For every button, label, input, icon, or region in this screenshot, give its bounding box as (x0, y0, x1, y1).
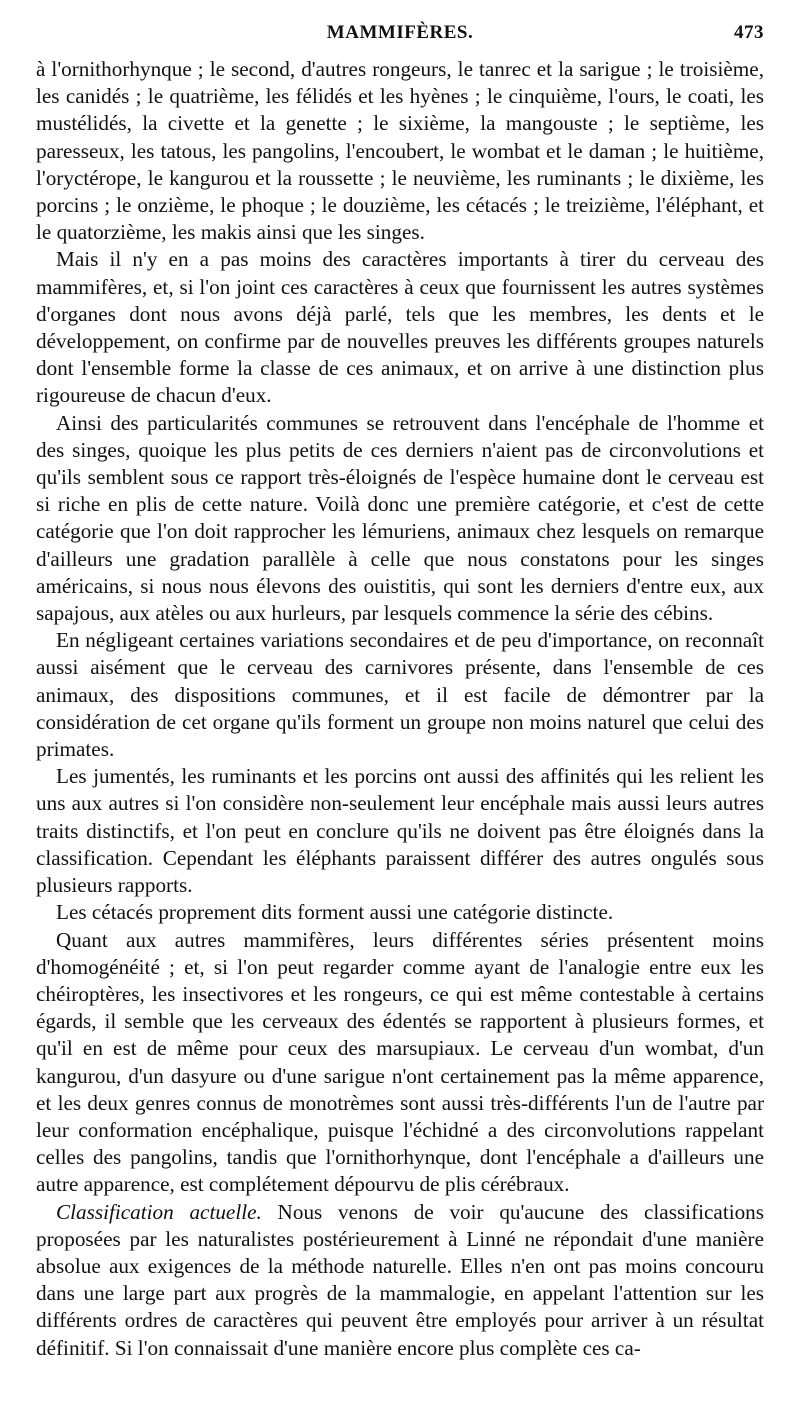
section-paragraph (36, 1199, 764, 1362)
paragraph: Les jumentés, les ruminants et les porcins ont aussi des affinités qui les relient les uns aux autres si l'on considère non-seulement leur encéphale mais aussi leurs autres traits distinctifs, et l'on peut en conclure qu'ils ne doivent pas être éloignés dans la classification. Cependant les éléphants paraissent différer des autres ongulés sous plusieurs rapports. (36, 764, 764, 898)
paragraph: Ainsi des particularités communes se retrouvent dans l'encéphale de l'homme et des singes, quoique les plus petits de ces derniers n'aient pas de circonvolutions et qu'ils semblent sous ce rapport très-éloignés de l'espèce humaine dont le cerveau est si riche en plis de cette nature. Voilà donc une première catégorie, et c'est de cette catégorie que l'on doit rapprocher les lémuriens, animaux chez lesquels on remarque d'ailleurs une gradation parallèle à celle que nous constatons pour les singes américains, si nous nous élevons des ouistitis, qui sont les derniers d'entre eux, aux sapajous, aux atèles ou aux hurleurs, par lesquels commence la série des cébins. (36, 410, 764, 626)
page-number: 473 (734, 22, 764, 43)
running-title: MAMMIFÈRES. (326, 22, 474, 43)
paragraph: En négligeant certaines variations secondaires et de peu d'importance, on reconnaît aussi aisément que le cerveau des carnivores présente, dans l'ensemble de ces animaux, des dispositions communes, et il est facile de démontrer par la considération de cet organe qu'ils forment un groupe non moins naturel que celui des primates. (36, 628, 764, 762)
paragraph: Les cétacés proprement dits forment aussi une catégorie distincte. (56, 900, 614, 925)
body-text (36, 56, 764, 1362)
paragraph: Mais il n'y en a pas moins des caractères importants à tirer du cerveau des mammifères, et, si l'on joint ces caractères à ceux que fournissent les autres systèmes d'organes dont nous avons déjà parlé, tels que les membres, les dents et le développement, on confirme par de nouvelles preuves les différents groupes naturels dont l'ensemble forme la classe de ces animaux, et on arrive à une distinction plus rigoureuse de chacun d'eux. (36, 247, 764, 408)
section-text: Nous venons de voir qu'aucune des classifications proposées par les naturalistes postérieurement à Linné ne répondait d'une manière absolue aux exigences de la méthode naturelle. Elles n'en ont pas moins concouru dans une large part aux progrès de la mammalogie, en appelant l'attention sur les différents ordres de caractères qui peuvent être employés pour arriver à un résultat définitif. Si l'on connaissait d'une manière encore plus complète ces ca- (36, 1199, 765, 1360)
running-header (36, 22, 764, 52)
section-title: Classification actuelle. (56, 1199, 262, 1224)
paragraph-continued: à l'ornithorhynque ; le second, d'autres rongeurs, le tanrec et la sarigue ; le troisième, les canidés ; le quatrième, les félidés et les hyènes ; le cinquième, l'ours, le coati, les mustélidés, la civette et la genette ; le sixième, la mangouste ; le septième, les paresseux, les tatous, les pangolins, l'encoubert, le wombat et le daman ; le huitième, l'oryctérope, le kangurou et la roussette ; le neuvième, les ruminants ; le dixième, les porcins ; le onzième, le phoque ; le douzième, les cétacés ; le treizième, l'éléphant, et le quatorzième, les makis ainsi que les singes. (36, 57, 764, 245)
book-page (36, 22, 764, 1362)
paragraph: Quant aux autres mammifères, leurs différentes séries présentent moins d'homogénéité ; et, si l'on peut regarder comme ayant de l'analogie entre eux les chéiroptères, les insectivores et les rongeurs, ce qui est même contestable à certains égards, il semble que les cerveaux des édentés se rapportent à plusieurs formes, et qu'il en est de même pour ceux des marsupiaux. Le cerveau d'un wombat, d'un kangurou, d'un dasyure ou d'une sarigue n'ont certainement pas la même apparence, et les deux genres connus de monotrèmes sont aussi très-différents l'un de l'autre par leur conformation encéphalique, puisque l'échidné a des circonvolutions rappelant celles des pangolins, tandis que l'ornithorhynque, dont l'encéphale a d'ailleurs une autre apparence, est complétement dépourvu de plis cérébraux. (36, 927, 764, 1197)
